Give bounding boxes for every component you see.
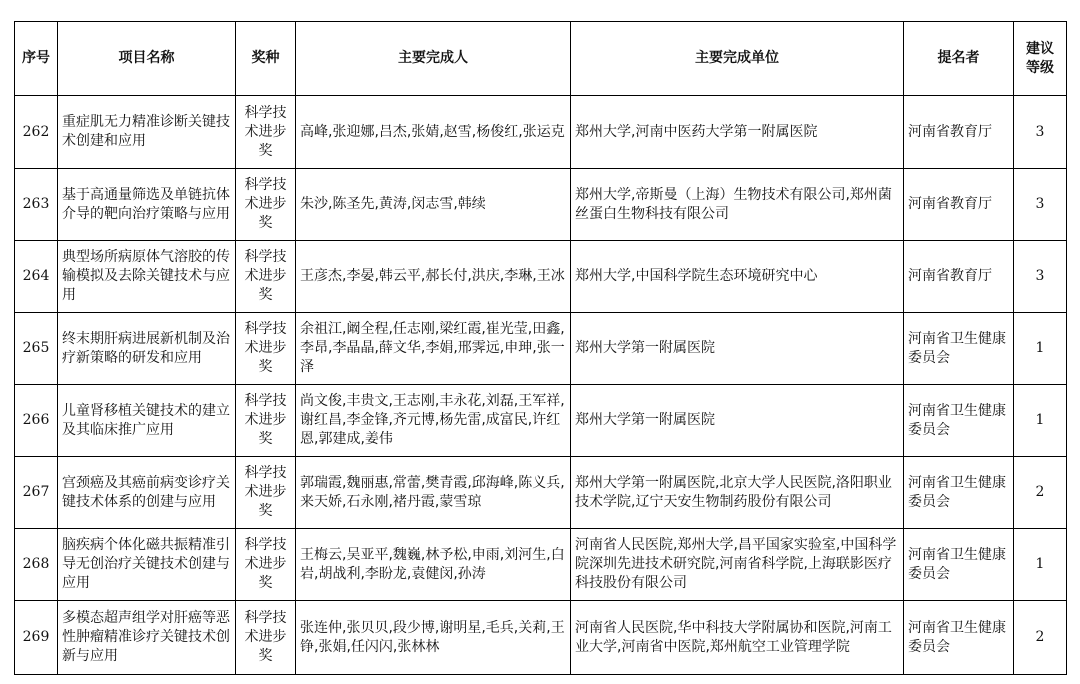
cell-main-people: 王梅云,吴亚平,魏巍,林予松,申雨,刘河生,白岩,胡战利,李盼龙,袁健闵,孙涛 [296,529,571,601]
cell-level: 2 [1014,601,1067,675]
cell-level: 1 [1014,313,1067,385]
table-row [15,529,1067,601]
cell-nominator: 河南省卫生健康委员会 [904,313,1014,385]
cell-main-people: 高峰,张迎娜,吕杰,张婧,赵雪,杨俊红,张运克 [296,96,571,169]
header-main-units: 主要完成单位 [571,22,904,96]
cell-award-type: 科学技术进步奖 [236,96,296,169]
cell-main-people: 张连仲,张贝贝,段少博,谢明星,毛兵,关莉,王铮,张娟,任闪闪,张林林 [296,601,571,675]
cell-main-people: 朱沙,陈圣先,黄涛,闵志雪,韩续 [296,169,571,241]
cell-seq: 262 [15,96,58,169]
cell-seq: 265 [15,313,58,385]
cell-project-name: 宫颈癌及其癌前病变诊疗关键技术体系的创建与应用 [58,457,236,529]
cell-seq: 264 [15,241,58,313]
cell-level: 1 [1014,385,1067,457]
cell-award-type: 科学技术进步奖 [236,241,296,313]
cell-nominator: 河南省卫生健康委员会 [904,457,1014,529]
cell-main-units: 河南省人民医院,郑州大学,昌平国家实验室,中国科学院深圳先进技术研究院,河南省科学院,上海联影医疗科技股份有限公司 [571,529,904,601]
cell-main-people: 郭瑞霞,魏丽惠,常蕾,樊青霞,邱海峰,陈义兵,来天娇,石永刚,褚丹霞,蒙雪琼 [296,457,571,529]
header-main-people: 主要完成人 [296,22,571,96]
cell-project-name: 重症肌无力精准诊断关键技术创建和应用 [58,96,236,169]
cell-nominator: 河南省教育厅 [904,96,1014,169]
cell-project-name: 脑疾病个体化磁共振精准引导无创治疗关键技术创建与应用 [58,529,236,601]
header-project-name: 项目名称 [58,22,236,96]
table-row [15,169,1067,241]
award-table-container [14,21,1067,675]
cell-main-people: 王彦杰,李晏,韩云平,郝长付,洪庆,李琳,王冰 [296,241,571,313]
cell-main-units: 郑州大学,帝斯曼（上海）生物技术有限公司,郑州菌丝蛋白生物科技有限公司 [571,169,904,241]
cell-nominator: 河南省卫生健康委员会 [904,385,1014,457]
award-table [14,21,1067,675]
header-level [1014,22,1067,96]
cell-level: 1 [1014,529,1067,601]
table-row [15,241,1067,313]
header-nominator: 提名者 [904,22,1014,96]
cell-award-type: 科学技术进步奖 [236,313,296,385]
cell-main-units: 河南省人民医院,华中科技大学附属协和医院,河南工业大学,河南省中医院,郑州航空工业管理学院 [571,601,904,675]
table-row [15,457,1067,529]
cell-seq: 267 [15,457,58,529]
cell-main-units: 郑州大学第一附属医院,北京大学人民医院,洛阳职业技术学院,辽宁天安生物制药股份有限公司 [571,457,904,529]
table-row [15,313,1067,385]
cell-seq: 269 [15,601,58,675]
table-row [15,601,1067,675]
cell-main-units: 郑州大学第一附属医院 [571,313,904,385]
cell-award-type: 科学技术进步奖 [236,385,296,457]
table-row [15,385,1067,457]
cell-award-type: 科学技术进步奖 [236,169,296,241]
cell-nominator: 河南省教育厅 [904,241,1014,313]
cell-seq: 266 [15,385,58,457]
cell-project-name: 基于高通量筛选及单链抗体介导的靶向治疗策略与应用 [58,169,236,241]
cell-level: 3 [1014,169,1067,241]
table-row [15,96,1067,169]
header-level-text: 建议等级 [1026,40,1054,76]
cell-seq: 263 [15,169,58,241]
cell-seq: 268 [15,529,58,601]
header-award-type: 奖种 [236,22,296,96]
cell-nominator: 河南省教育厅 [904,169,1014,241]
cell-main-people: 尚文俊,丰贵文,王志刚,丰永花,刘磊,王军祥,谢红昌,李金锋,齐元博,杨先雷,成富民,许红恩,郭建成,姜伟 [296,385,571,457]
cell-main-units: 郑州大学,河南中医药大学第一附属医院 [571,96,904,169]
cell-award-type: 科学技术进步奖 [236,529,296,601]
cell-level: 3 [1014,241,1067,313]
cell-nominator: 河南省卫生健康委员会 [904,529,1014,601]
cell-award-type: 科学技术进步奖 [236,457,296,529]
cell-award-type: 科学技术进步奖 [236,601,296,675]
cell-project-name: 多模态超声组学对肝癌等恶性肿瘤精准诊疗关键技术创新与应用 [58,601,236,675]
header-row [15,22,1067,96]
cell-project-name: 儿童肾移植关键技术的建立及其临床推广应用 [58,385,236,457]
cell-nominator: 河南省卫生健康委员会 [904,601,1014,675]
cell-main-units: 郑州大学,中国科学院生态环境研究中心 [571,241,904,313]
cell-project-name: 典型场所病原体气溶胶的传输模拟及去除关键技术与应用 [58,241,236,313]
cell-level: 3 [1014,96,1067,169]
cell-main-units: 郑州大学第一附属医院 [571,385,904,457]
cell-main-people: 余祖江,阚全程,任志刚,梁红霞,崔光莹,田鑫,李昂,李晶晶,薛文华,李娟,邢霁远,申珅,张一泽 [296,313,571,385]
cell-level: 2 [1014,457,1067,529]
cell-project-name: 终末期肝病进展新机制及治疗新策略的研发和应用 [58,313,236,385]
header-seq: 序号 [15,22,58,96]
